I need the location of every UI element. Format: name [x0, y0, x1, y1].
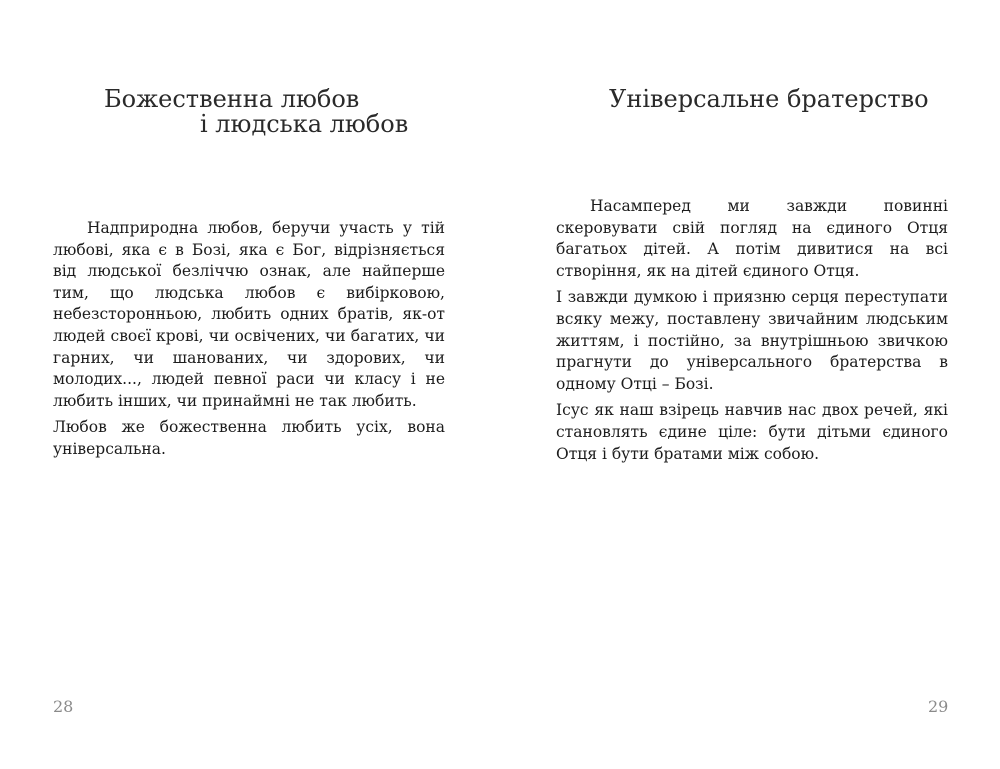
left-page-title-line-2: і людська любов [200, 110, 409, 138]
left-paragraph-1: Надприродна любов, беручи участь у тій любові, яка є в Бозі, яка є Бог, відрізняється від людської безліччю ознак, але найперше тим, що людська любов є вибірковою, небезсторонньою, любить одних братів, як-от людей своєї крові, чи освічених, чи багатих, чи гарних, чи шанованих, чи здорових, чи молодих..., людей певної раси чи класу і не любить інших, чи принаймні не так любить. [53, 219, 445, 410]
left-page-body [53, 218, 445, 466]
right-page-number: 29 [928, 697, 949, 716]
right-paragraph-2: І завжди думкою і приязню серця переступати всяку межу, поставлену звичайним людським життям, і постійно, за внутрішньою звичкою прагнути до універсального братерства в одному Отці – Бозі. [556, 288, 948, 393]
right-page-body [556, 196, 948, 470]
right-paragraph-1: Насамперед ми завжди повинні скеровувати свій погляд на єдиного Отця багатьох дітей. А потім дивитися на всі створіння, як на дітей єдиного Отця. [556, 197, 948, 280]
right-page-title: Універсальне братерство [609, 85, 929, 113]
left-page-number: 28 [53, 697, 74, 716]
left-paragraph-2: Любов же божественна любить усіх, вона універсальна. [53, 418, 445, 458]
right-paragraph-3: Ісус як наш взірець навчив нас двох речей, які становлять єдине ціле: бути дітьми єдиного Отця і бути братами між собою. [556, 401, 948, 463]
right-page [500, 0, 1000, 769]
left-page-title-line-1: Божественна любов [104, 85, 360, 113]
